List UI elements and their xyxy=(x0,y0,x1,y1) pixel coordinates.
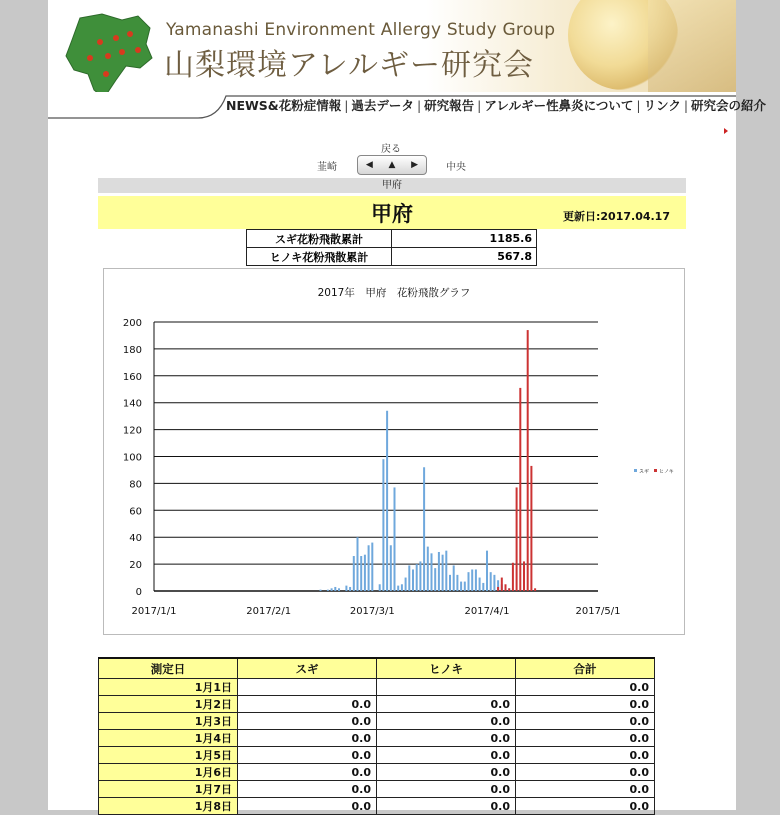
y-tick-label: 120 xyxy=(122,425,142,437)
table-row xyxy=(99,696,655,713)
bar-hinoki xyxy=(516,487,518,591)
cell-total: 0.0 xyxy=(516,747,655,764)
bar-sugi xyxy=(338,588,340,591)
cell-sugi xyxy=(238,679,377,696)
header-sugi: スギ xyxy=(238,658,377,679)
right-arrow-icon[interactable]: ▶ xyxy=(411,160,419,170)
cell-sugi: 0.0 xyxy=(238,730,377,747)
nav-research-reports[interactable]: 研究報告 xyxy=(424,98,475,113)
bar-sugi xyxy=(386,411,388,591)
cell-sugi: 0.0 xyxy=(238,713,377,730)
table-row xyxy=(99,764,655,781)
bar-sugi xyxy=(360,556,362,591)
bar-sugi xyxy=(371,543,373,591)
bar-sugi xyxy=(353,556,355,591)
bar-sugi xyxy=(320,590,322,591)
cell-total: 0.0 xyxy=(516,730,655,747)
bar-sugi xyxy=(434,568,436,591)
bar-sugi xyxy=(490,572,492,591)
bar-sugi xyxy=(471,569,473,591)
table-row xyxy=(99,798,655,815)
bar-sugi xyxy=(331,588,333,591)
chart-title: 2017年 甲府 花粉飛散グラフ xyxy=(317,287,471,299)
table-row xyxy=(99,747,655,764)
cell-hinoki: 0.0 xyxy=(377,696,516,713)
bar-hinoki xyxy=(505,584,507,591)
x-tick-label: 2017/3/1 xyxy=(349,606,395,617)
header-date: 測定日 xyxy=(99,658,238,679)
updated-date: 更新日:2017.04.17 xyxy=(563,210,670,223)
bar-sugi xyxy=(486,551,488,591)
cell-sugi: 0.0 xyxy=(238,764,377,781)
site-name-english: Yamanashi Environment Allergy Study Group xyxy=(166,20,556,40)
bar-sugi xyxy=(408,565,410,591)
cell-hinoki: 0.0 xyxy=(377,730,516,747)
bar-hinoki xyxy=(501,578,503,591)
daily-data-table xyxy=(98,657,655,815)
bar-sugi xyxy=(423,467,425,591)
bar-hinoki xyxy=(512,563,514,591)
x-tick-label: 2017/1/1 xyxy=(131,606,177,617)
cell-total: 0.0 xyxy=(516,798,655,815)
bar-sugi xyxy=(475,569,477,591)
table-row xyxy=(99,730,655,747)
cumulative-row xyxy=(247,248,537,266)
y-tick-label: 40 xyxy=(129,533,142,545)
cell-hinoki xyxy=(377,679,516,696)
cell-date: 1月5日 xyxy=(99,747,238,764)
cumulative-label: ヒノキ花粉飛散累計 xyxy=(247,248,392,266)
bar-sugi xyxy=(394,487,396,591)
cell-hinoki: 0.0 xyxy=(377,764,516,781)
header-hinoki: ヒノキ xyxy=(377,658,516,679)
y-tick-label: 80 xyxy=(129,479,142,491)
bar-sugi xyxy=(449,575,451,591)
bar-sugi xyxy=(397,586,399,591)
cell-total: 0.0 xyxy=(516,781,655,798)
station-title: 甲府 xyxy=(371,202,413,226)
nav-pointer-icon xyxy=(724,128,728,134)
cumulative-value: 1185.6 xyxy=(392,230,537,248)
bar-sugi xyxy=(442,555,444,591)
cell-total: 0.0 xyxy=(516,713,655,730)
nav-news[interactable]: NEWS&花粉症情報 xyxy=(226,98,342,113)
bar-sugi xyxy=(364,555,366,591)
y-tick-label: 60 xyxy=(129,506,142,518)
table-header-row xyxy=(99,658,655,679)
cell-date: 1月2日 xyxy=(99,696,238,713)
bar-hinoki xyxy=(523,561,525,591)
bar-hinoki xyxy=(534,588,536,591)
bar-sugi xyxy=(382,459,384,591)
y-tick-label: 200 xyxy=(122,318,142,329)
cell-sugi: 0.0 xyxy=(238,696,377,713)
nav-past-data[interactable]: 過去データ xyxy=(351,98,414,113)
cell-sugi: 0.0 xyxy=(238,798,377,815)
bar-sugi xyxy=(368,545,370,591)
bar-sugi xyxy=(390,545,392,591)
bar-sugi xyxy=(453,565,455,591)
cell-hinoki: 0.0 xyxy=(377,713,516,730)
bar-hinoki xyxy=(508,588,510,591)
nav-allergic-rhinitis[interactable]: アレルギー性鼻炎について xyxy=(484,98,634,113)
yamanashi-map-logo[interactable] xyxy=(60,10,160,92)
station-bar: 甲府 xyxy=(98,178,686,193)
cell-total: 0.0 xyxy=(516,679,655,696)
cell-total: 0.0 xyxy=(516,696,655,713)
bar-hinoki xyxy=(497,587,499,591)
bar-sugi xyxy=(334,587,336,591)
up-arrow-icon[interactable]: ▲ xyxy=(388,160,396,170)
bar-sugi xyxy=(464,582,466,591)
table-row xyxy=(99,679,655,696)
pollen-chart xyxy=(103,268,685,635)
x-tick-label: 2017/5/1 xyxy=(575,606,621,617)
next-station-link[interactable]: 中央 xyxy=(446,162,466,173)
bar-sugi xyxy=(456,575,458,591)
bar-sugi xyxy=(327,590,329,591)
main-navigation: NEWS&花粉症情報 | 過去データ | 研究報告 | アレルギー性鼻炎について | リンク | 研究会の紹介 xyxy=(226,98,767,113)
legend-swatch-hinoki xyxy=(654,469,657,472)
bar-sugi xyxy=(438,552,440,591)
site-banner xyxy=(48,0,736,92)
bar-sugi xyxy=(405,578,407,591)
bar-sugi xyxy=(419,561,421,591)
table-row xyxy=(99,713,655,730)
cell-hinoki: 0.0 xyxy=(377,781,516,798)
bar-hinoki xyxy=(527,330,529,591)
left-arrow-icon[interactable]: ◀ xyxy=(365,160,373,170)
cumulative-label: スギ花粉飛散累計 xyxy=(247,230,392,248)
header-total: 合計 xyxy=(516,658,655,679)
legend-label-sugi: スギ xyxy=(639,469,650,475)
banner-decoration-pen xyxy=(648,0,736,92)
cell-date: 1月6日 xyxy=(99,764,238,781)
bar-sugi xyxy=(479,578,481,591)
nav-links[interactable]: リンク xyxy=(643,98,681,113)
cell-date: 1月3日 xyxy=(99,713,238,730)
table-row xyxy=(99,781,655,798)
legend-swatch-sugi xyxy=(634,469,637,472)
bar-sugi xyxy=(468,572,470,591)
cell-hinoki: 0.0 xyxy=(377,747,516,764)
bar-sugi xyxy=(345,586,347,591)
cell-date: 1月4日 xyxy=(99,730,238,747)
bar-sugi xyxy=(401,584,403,591)
cell-date: 1月7日 xyxy=(99,781,238,798)
site-name-japanese: 山梨環境アレルギー研究会 xyxy=(164,48,535,83)
bar-sugi xyxy=(431,553,433,591)
prev-station-link[interactable]: 韮崎 xyxy=(317,162,337,173)
bar-hinoki xyxy=(519,388,521,591)
cumulative-row xyxy=(247,230,537,248)
y-tick-label: 0 xyxy=(135,587,142,598)
y-tick-label: 180 xyxy=(122,344,142,356)
cell-date: 1月1日 xyxy=(99,679,238,696)
y-tick-label: 140 xyxy=(122,398,142,410)
y-tick-label: 160 xyxy=(122,371,142,383)
bar-sugi xyxy=(460,582,462,591)
cell-total: 0.0 xyxy=(516,764,655,781)
bar-sugi xyxy=(427,547,429,591)
bar-hinoki xyxy=(530,466,532,591)
cell-hinoki: 0.0 xyxy=(377,798,516,815)
bar-sugi xyxy=(379,584,381,591)
station-nav-widget xyxy=(357,155,427,175)
pollen-chart-svg xyxy=(104,269,684,634)
title-band xyxy=(98,196,686,229)
cell-sugi: 0.0 xyxy=(238,747,377,764)
nav-about[interactable]: 研究会の紹介 xyxy=(691,98,767,113)
cell-date: 1月8日 xyxy=(99,798,238,815)
x-tick-label: 2017/4/1 xyxy=(464,606,510,617)
x-tick-label: 2017/2/1 xyxy=(246,606,292,617)
bar-sugi xyxy=(412,569,414,591)
bar-sugi xyxy=(482,583,484,591)
legend-label-hinoki: ヒノキ xyxy=(659,469,674,475)
bar-sugi xyxy=(416,564,418,591)
back-link[interactable]: 戻る xyxy=(381,144,401,155)
y-tick-label: 100 xyxy=(122,452,142,464)
cell-sugi: 0.0 xyxy=(238,781,377,798)
cumulative-table xyxy=(246,229,537,266)
bar-sugi xyxy=(445,551,447,591)
bar-sugi xyxy=(357,537,359,591)
y-tick-label: 20 xyxy=(129,560,142,572)
bar-sugi xyxy=(493,575,495,591)
bar-sugi xyxy=(349,587,351,591)
cumulative-value: 567.8 xyxy=(392,248,537,266)
